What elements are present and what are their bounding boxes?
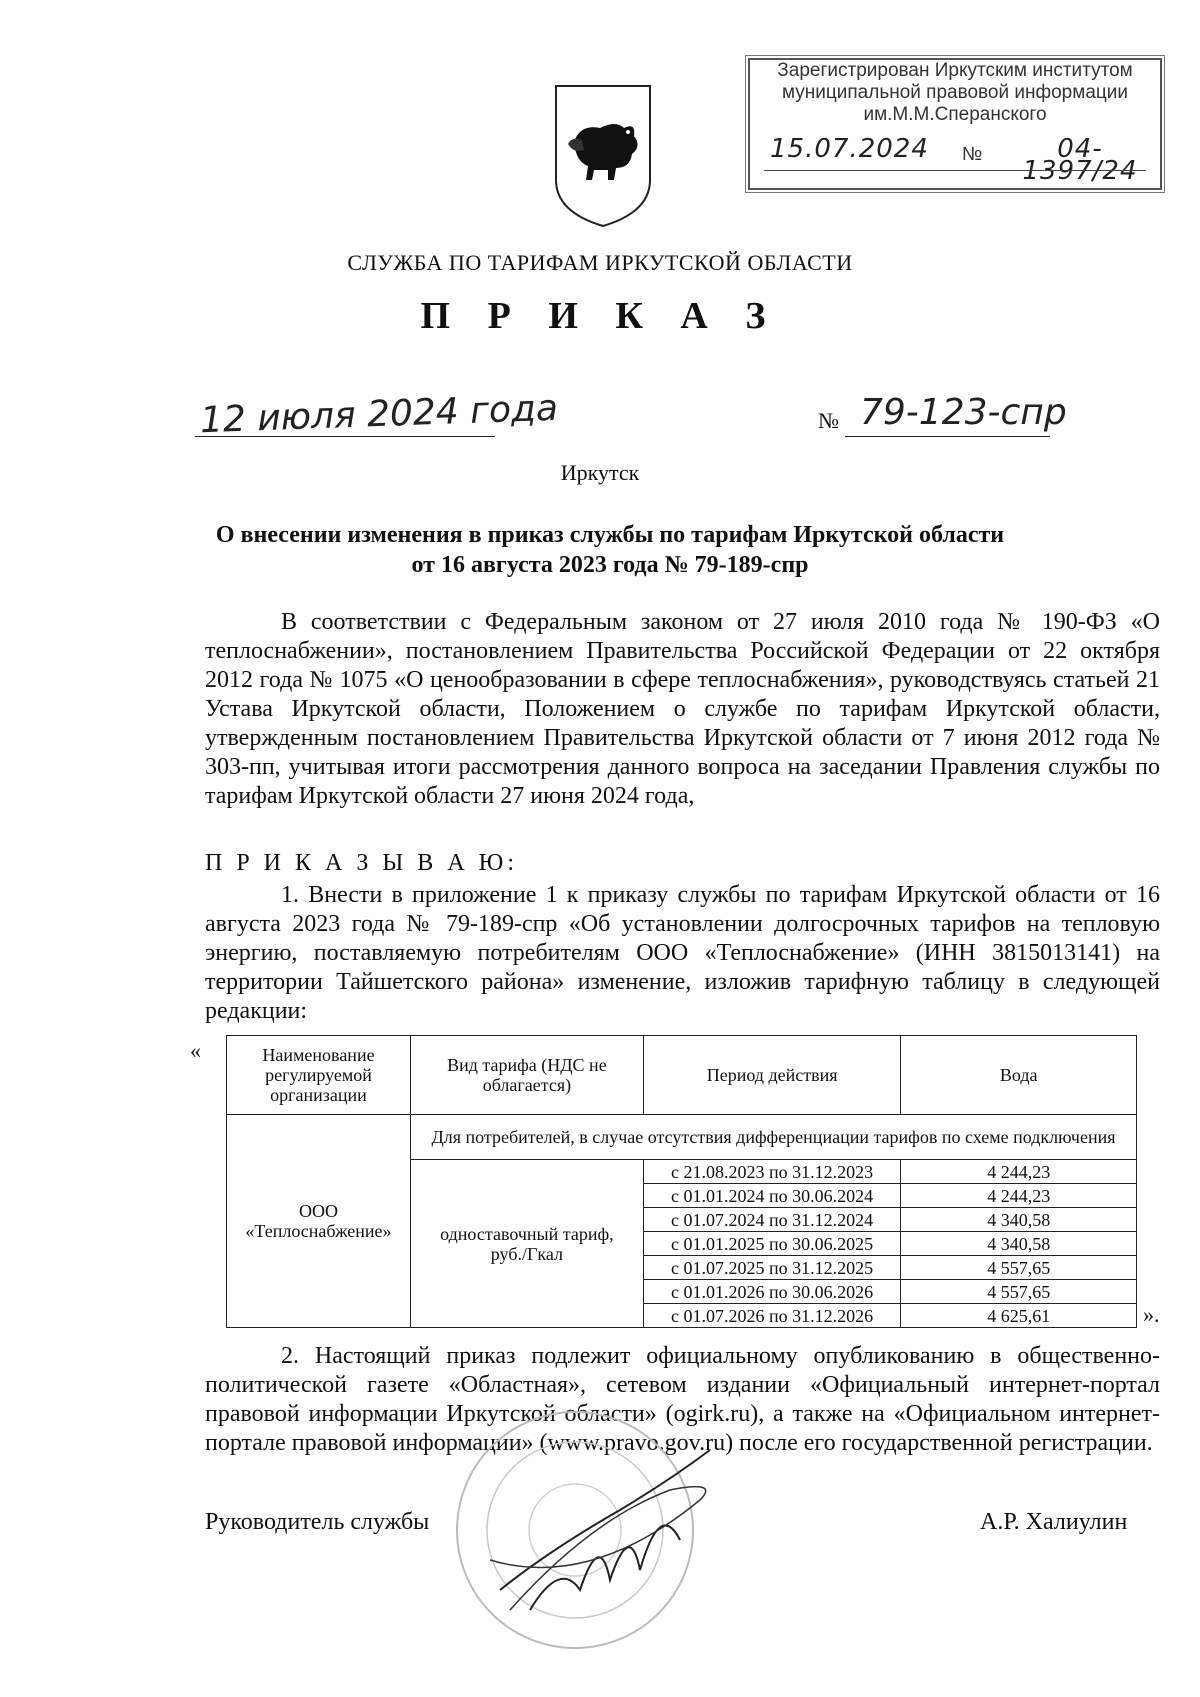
- document-type: П Р И К А З: [420, 295, 780, 337]
- period-cell: с 01.01.2026 по 30.06.2026: [643, 1280, 901, 1304]
- period-cell: с 01.07.2025 по 31.12.2025: [643, 1256, 901, 1280]
- stamp-line: муниципальной правовой информации: [782, 82, 1128, 103]
- value-cell: 4 557,65: [901, 1256, 1137, 1280]
- stamp-registration-row: [750, 134, 1160, 186]
- order-date-underline: [195, 436, 495, 437]
- order-title-line: от 16 августа 2023 года № 79-189-спр: [411, 552, 809, 578]
- table-header-cell: Наименование регулируемой организации: [227, 1036, 411, 1115]
- agency-name: СЛУЖБА ПО ТАРИФАМ ИРКУТСКОЙ ОБЛАСТИ: [347, 250, 853, 275]
- order-title: [180, 520, 1040, 580]
- value-cell: 4 340,58: [901, 1208, 1137, 1232]
- order-title-line: О внесении изменения в приказ службы по тарифам Иркутской области: [215, 522, 1005, 548]
- value-cell: 4 340,58: [901, 1232, 1137, 1256]
- value-cell: 4 244,23: [901, 1184, 1137, 1208]
- organization-cell: ООО «Теплоснабжение»: [227, 1115, 411, 1328]
- order-item-2: 2. Настоящий приказ подлежит официальному опубликованию в общественно-политической газете «Областная», сетевом издании «Официальный интернет-портал правовой информации Иркутской области» (ogirk.ru), а также на «Официальном интернет-портале правовой информации» (www.pravo.gov.ru) после его государственной регистрации.: [205, 1343, 1160, 1456]
- period-cell: с 01.07.2024 по 31.12.2024: [643, 1208, 901, 1232]
- period-cell: с 01.01.2025 по 30.06.2025: [643, 1232, 901, 1256]
- registration-stamp: [748, 58, 1162, 190]
- tariff-table: [226, 1035, 1137, 1328]
- order-date: 12 июля 2024 года: [199, 387, 559, 442]
- tariff-type-cell: одноставочный тариф, руб./Гкал: [410, 1160, 643, 1328]
- stamp-number-label: №: [962, 144, 983, 165]
- period-cell: с 01.07.2026 по 31.12.2026: [643, 1304, 901, 1328]
- order-word: П Р И К А З Ы В А Ю:: [205, 850, 518, 876]
- table-header-row: [227, 1036, 1137, 1115]
- value-cell: 4 625,61: [901, 1304, 1137, 1328]
- table-quote-close: ».: [1143, 1302, 1160, 1327]
- group-label-cell: Для потребителей, в случае отсутствия дифференциации тарифов по схеме подключения: [410, 1115, 1136, 1160]
- signer-name: А.Р. Халиулин: [980, 1509, 1128, 1535]
- stamp-line: Зарегистрирован Иркутским институтом: [777, 60, 1133, 81]
- period-cell: с 01.01.2024 по 30.06.2024: [643, 1184, 901, 1208]
- order-item-1: 1. Внести в приложение 1 к приказу службы по тарифам Иркутской области от 16 августа 2023 года № 79-189-спр «Об установлении долгосрочных тарифов на тепловую энергию, поставляемую потребителям ООО «Теплоснабжение» (ИНН 3815013141) на территории Тайшетского района» изменение, изложив тарифную таблицу в следующей редакции:: [205, 882, 1160, 1024]
- order-number-label: №: [818, 408, 839, 433]
- table-header-cell: Период действия: [643, 1036, 901, 1115]
- table-header-cell: Вода: [901, 1036, 1137, 1115]
- stamp-line: им.М.М.Сперанского: [863, 104, 1047, 125]
- period-cell: с 21.08.2023 по 31.12.2023: [643, 1160, 901, 1184]
- city-name: Иркутск: [560, 460, 640, 485]
- value-cell: 4 244,23: [901, 1160, 1137, 1184]
- table-quote-open: «: [190, 1038, 201, 1063]
- handwritten-signature: [470, 1440, 730, 1630]
- order-number: 79-123-спр: [860, 392, 1067, 433]
- order-number-underline: [845, 436, 1050, 437]
- table-header-cell: Вид тарифа (НДС не облагается): [410, 1036, 643, 1115]
- value-cell: 4 557,65: [901, 1280, 1137, 1304]
- coat-of-arms-icon: [550, 80, 656, 230]
- signer-position: Руководитель службы: [205, 1509, 430, 1535]
- stamp-underline: [764, 170, 1146, 171]
- table-group-row: [227, 1115, 1137, 1160]
- stamp-registration-number: 04-1397/24: [1022, 134, 1138, 186]
- preamble-paragraph: В соответствии с Федеральным законом от 27 июля 2010 года № 190-ФЗ «О теплоснабжении», постановлением Правительства Российской Федерации от 22 октября 2012 года № 1075 «О ценообразовании в сфере теплоснабжения», руководствуясь статьей 21 Устава Иркутской области, Положением о службе по тарифам Иркутской области, утвержденным постановлением Правительства Иркутской области от 7 июня 2012 года № 303-пп, учитывая итоги рассмотрения данного вопроса на заседании Правления службы по тарифам Иркутской области 27 июня 2024 года,: [205, 609, 1160, 809]
- stamp-registration-date: 15.07.2024: [770, 134, 929, 164]
